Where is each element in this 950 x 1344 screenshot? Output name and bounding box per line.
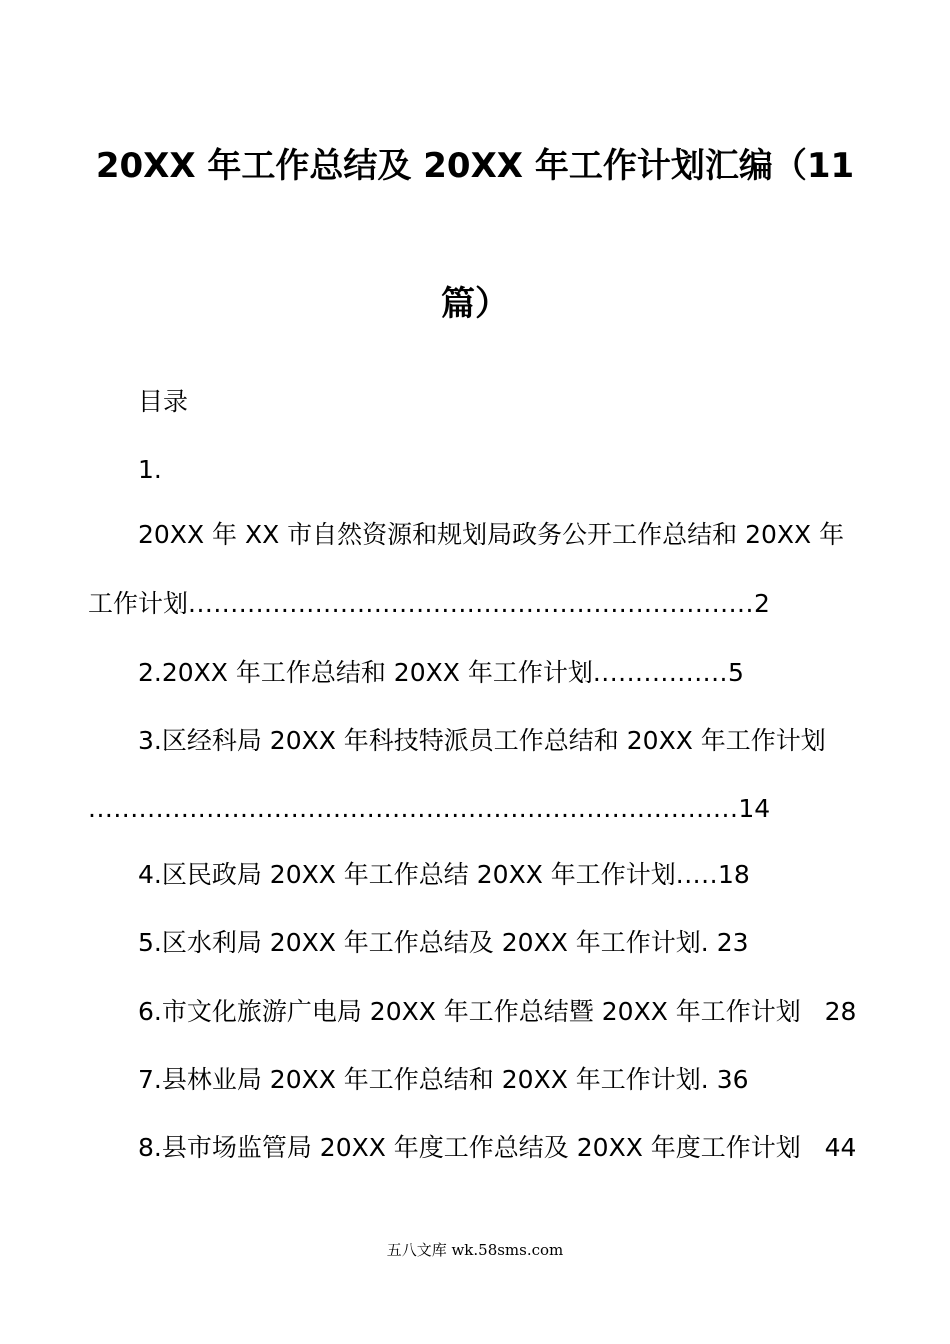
toc-entry-3-title: 3.区经科局 20XX 年科技特派员工作总结和 20XX 年工作计划 (138, 726, 826, 755)
toc-entry-8-title: 8.县市场监管局 20XX 年度工作总结及 20XX 年度工作计划 (138, 1133, 801, 1162)
toc-entry-2-page: 5 (727, 658, 744, 687)
toc-entry-4-title: 4.区民政局 20XX 年工作总结 20XX 年工作计划 (138, 860, 676, 889)
toc-entry-1-title-continued: 工作计划 (88, 589, 189, 618)
toc-entry-1-leader: ................................................................... (188, 589, 754, 618)
document-title-line2: 篇） (441, 284, 509, 324)
toc-entry-1-page: 2 (753, 589, 770, 618)
toc-entry-6 (138, 995, 856, 1029)
toc-entry-2-title: 2.20XX 年工作总结和 20XX 年工作计划 (138, 658, 593, 687)
toc-entry-1-continuation (88, 587, 770, 621)
toc-entry-4-leader: ..... (675, 860, 719, 889)
toc-entry-6-page: 28 (824, 997, 857, 1026)
toc-entry-5-title: 5.区水利局 20XX 年工作总结及 20XX 年工作计划 (138, 928, 701, 957)
toc-heading: 目录 (138, 387, 189, 416)
toc-entry-1-number: 1. (138, 455, 162, 484)
toc-entry-3-continuation (88, 792, 770, 826)
toc-entry-1-title: 20XX 年 XX 市自然资源和规划局政务公开工作总结和 20XX 年 (138, 520, 845, 549)
toc-entry-4 (138, 858, 750, 892)
toc-entry-3-page: 14 (738, 794, 771, 823)
toc-entry-3-leader: ............................................................................. (88, 794, 739, 823)
toc-entry-2-leader: ................ (592, 658, 728, 687)
toc-entry-6-leader (801, 997, 825, 1026)
toc-entry-5-page: 23 (716, 928, 749, 957)
document-title-line1: 20XX 年工作总结及 20XX 年工作计划汇编（11 (95, 146, 855, 186)
toc-entry-8-leader (801, 1133, 825, 1162)
toc-entry-4-page: 18 (718, 860, 750, 889)
toc-entry-6-title: 6.市文化旅游广电局 20XX 年工作总结暨 20XX 年工作计划 (138, 997, 801, 1026)
page-footer: 五八文库 wk.58sms.com (386, 1241, 564, 1259)
toc-entry-5 (138, 926, 749, 960)
toc-entry-7 (138, 1063, 749, 1097)
toc-entry-7-title: 7.县林业局 20XX 年工作总结和 20XX 年工作计划 (138, 1065, 701, 1094)
toc-entry-8 (138, 1131, 856, 1165)
toc-entry-7-leader: . (700, 1065, 717, 1094)
toc-entry-2 (138, 656, 744, 690)
toc-entry-5-leader: . (700, 928, 717, 957)
toc-entry-8-page: 44 (824, 1133, 857, 1162)
toc-entry-7-page: 36 (716, 1065, 749, 1094)
